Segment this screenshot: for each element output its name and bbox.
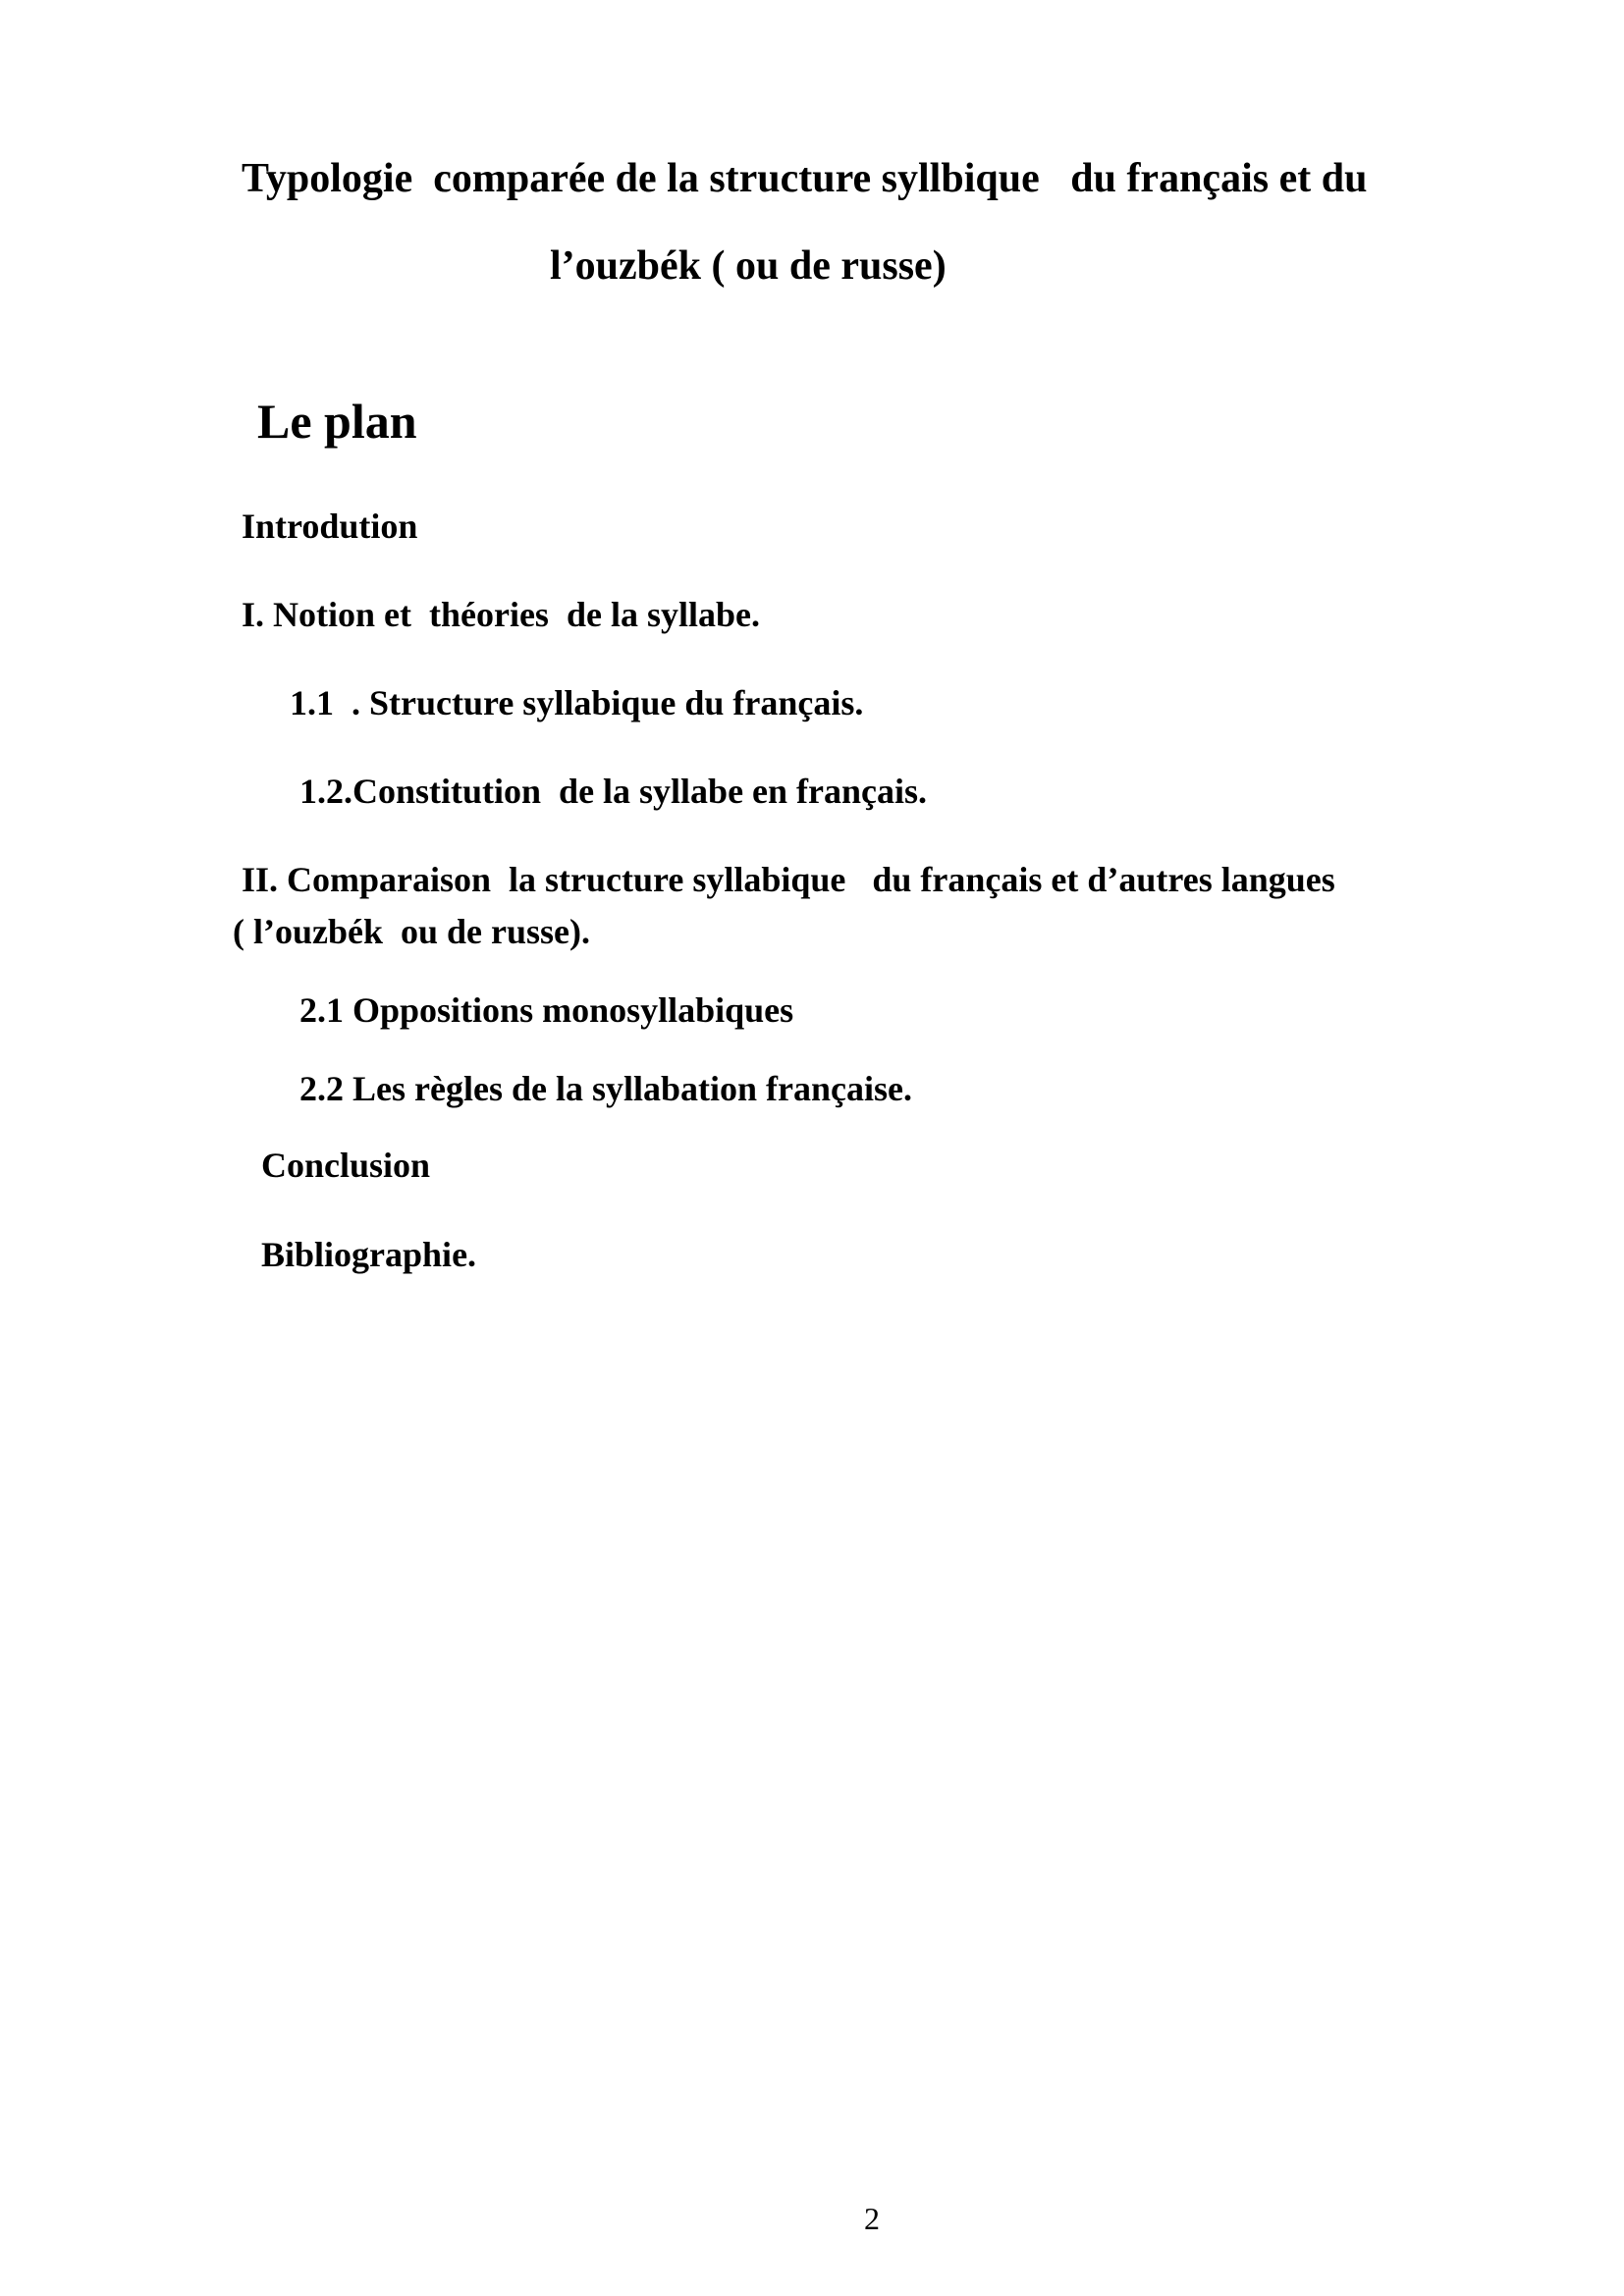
toc-subsection-1-1: 1.1 . Structure syllabique du français.	[290, 683, 864, 722]
title-line-2: l’ouzbék ( ou de russe)	[550, 243, 947, 289]
toc-bibliography: Bibliographie.	[261, 1235, 477, 1274]
toc-conclusion: Conclusion	[261, 1146, 431, 1185]
plan-heading: Le plan	[257, 394, 417, 449]
toc-subsection-1-2: 1.2.Constitution de la syllabe en français.	[299, 772, 928, 811]
toc-introduction: Introdution	[242, 507, 418, 546]
toc-subsection-2-2: 2.2 Les règles de la syllabation française.	[299, 1069, 912, 1108]
page-number: 2	[864, 2201, 880, 2236]
toc-section-2: II. Comparaison la structure syllabique du français et d’autres langues	[242, 860, 1335, 899]
toc-section-2-continued: ( l’ouzbék ou de russe).	[233, 912, 591, 951]
title-line-1: Typologie comparée de la structure syllbique du français et du	[242, 156, 1368, 201]
toc-section-1: I. Notion et théories de la syllabe.	[242, 595, 760, 634]
toc-subsection-2-1: 2.1 Oppositions monosyllabiques	[299, 990, 794, 1030]
